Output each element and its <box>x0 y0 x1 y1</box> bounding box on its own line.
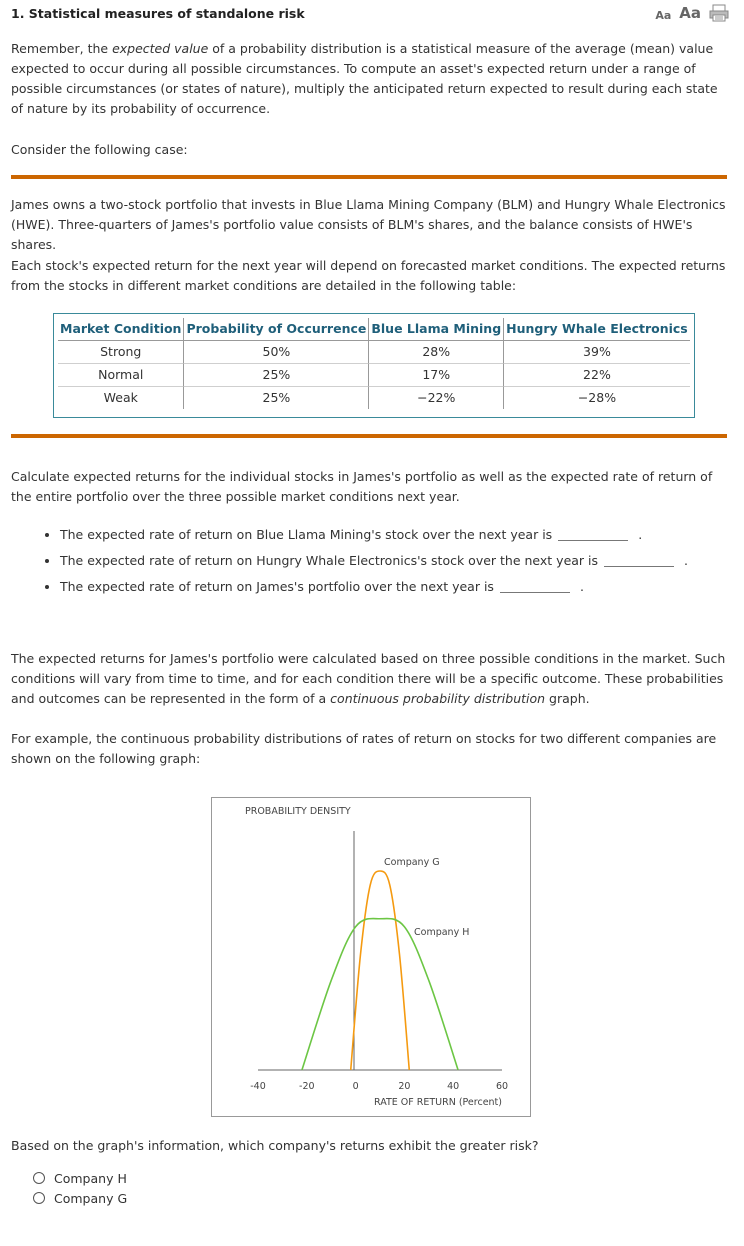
toolbar <box>655 4 729 22</box>
consider-case-text: Consider the following case: <box>11 142 188 157</box>
list-item: • The expected rate of return on James's portfolio over the next year is . <box>60 574 724 600</box>
col-header-market-condition: Market Condition <box>58 318 183 341</box>
x-axis-label: RATE OF RETURN (Percent) <box>373 1097 502 1108</box>
table-row <box>58 341 690 364</box>
graph-intro: For example, the continuous probability distributions of rates of return on stocks for two different companies are shown on the following graph: <box>11 731 717 766</box>
series-label: Company H <box>414 926 470 938</box>
table-cell: −28% <box>503 387 690 409</box>
option-label: Company G <box>54 1190 128 1206</box>
table-row <box>58 364 690 387</box>
probability-distribution-chart <box>211 797 531 1117</box>
table-intro: Each stock's expected return for the next year will depend on forecasted market conditions. The expected returns from the stocks in different market conditions are detailed in the following table: <box>11 258 726 293</box>
question-title: 1. Statistical measures of standalone risk <box>11 6 305 21</box>
series-curve-company-h <box>302 919 458 1070</box>
font-size-small-button[interactable]: Aa <box>655 9 672 22</box>
question-header <box>11 6 729 24</box>
hwe-return-dropdown[interactable] <box>604 553 674 567</box>
table-cell: 39% <box>503 341 690 364</box>
table-row <box>58 387 690 409</box>
expected-value-term: expected value <box>112 41 209 56</box>
answer-options <box>33 1168 127 1208</box>
case-divider-bottom <box>11 434 727 438</box>
portfolio-return-dropdown[interactable] <box>500 579 570 593</box>
blm-return-dropdown[interactable] <box>558 527 628 541</box>
option-company-g[interactable] <box>33 1188 127 1208</box>
table-cell: 28% <box>368 341 503 364</box>
table-cell: Strong <box>58 341 183 364</box>
x-tick-label: 40 <box>447 1081 460 1092</box>
calc-instruction: Calculate expected returns for the individual stocks in James's portfolio as well as the expected rate of return of the entire portfolio over the three possible market conditions next year. <box>11 469 713 504</box>
table-cell: Weak <box>103 390 138 405</box>
returns-table <box>53 313 695 418</box>
series-label: Company G <box>384 857 440 868</box>
list-item: • The expected rate of return on Blue Llama Mining's stock over the next year is . <box>60 522 724 548</box>
option-label: Company H <box>54 1170 127 1186</box>
col-header-hungry-whale: Hungry Whale Electronics <box>503 318 690 341</box>
table-cell: 17% <box>368 364 503 387</box>
table-cell: Normal <box>58 364 183 387</box>
calc-question-list <box>44 522 724 600</box>
case-description: James owns a two-stock portfolio that invests in Blue Llama Mining Company (BLM) and Hungry Whale Electronics (HWE). Three-quarters of James's portfolio value consists of BLM's shares, and the balance consists of HWE's shares. <box>11 197 726 252</box>
table-cell: 25% <box>183 387 368 409</box>
list-item: • The expected rate of return on Hungry Whale Electronics's stock over the next year is . <box>60 548 724 574</box>
intro-paragraph: Remember, the expected value of a probability distribution is a statistical measure of the average (mean) value expected to occur during all possible circumstances. To compute an asset's expected return under a range of possible circumstances (or states of nature), multiply the anticipated return expected to result during each state of nature by its probability of occurrence. <box>11 41 718 116</box>
col-header-blue-llama: Blue Llama Mining <box>368 318 503 341</box>
case-divider-top <box>11 175 727 179</box>
x-tick-label: 60 <box>495 1081 509 1092</box>
radio-button[interactable] <box>33 1192 45 1204</box>
printer-icon[interactable] <box>709 4 729 22</box>
risk-question: Based on the graph's information, which company's returns exhibit the greater risk? <box>11 1138 539 1153</box>
x-tick-label: -40 <box>250 1081 266 1092</box>
continuous-distribution-term: continuous probability distribution <box>330 691 546 706</box>
col-header-probability: Probability of Occurrence <box>183 318 368 341</box>
option-company-h[interactable] <box>33 1168 127 1188</box>
distribution-paragraph: The expected returns for James's portfolio were calculated based on three possible conditions in the market. Such conditions will vary from time to time, and for each condition there will be a specific outcome. These probabilities and outcomes can be represented in the form of a continuous probability distribution graph. <box>11 651 726 706</box>
table-header-row <box>58 318 690 341</box>
x-tick-label: 0 <box>352 1081 359 1092</box>
radio-button[interactable] <box>33 1172 45 1184</box>
table-cell: 50% <box>183 341 368 364</box>
x-tick-label: 20 <box>398 1081 411 1092</box>
y-axis-label: PROBABILITY DENSITY <box>245 806 351 817</box>
series-curve-company-g <box>351 871 410 1070</box>
font-size-large-button[interactable]: Aa <box>679 4 701 22</box>
table-cell: 25% <box>183 364 368 387</box>
table-cell: −22% <box>368 387 503 409</box>
table-cell: 22% <box>503 364 690 387</box>
x-tick-label: -20 <box>299 1081 315 1092</box>
